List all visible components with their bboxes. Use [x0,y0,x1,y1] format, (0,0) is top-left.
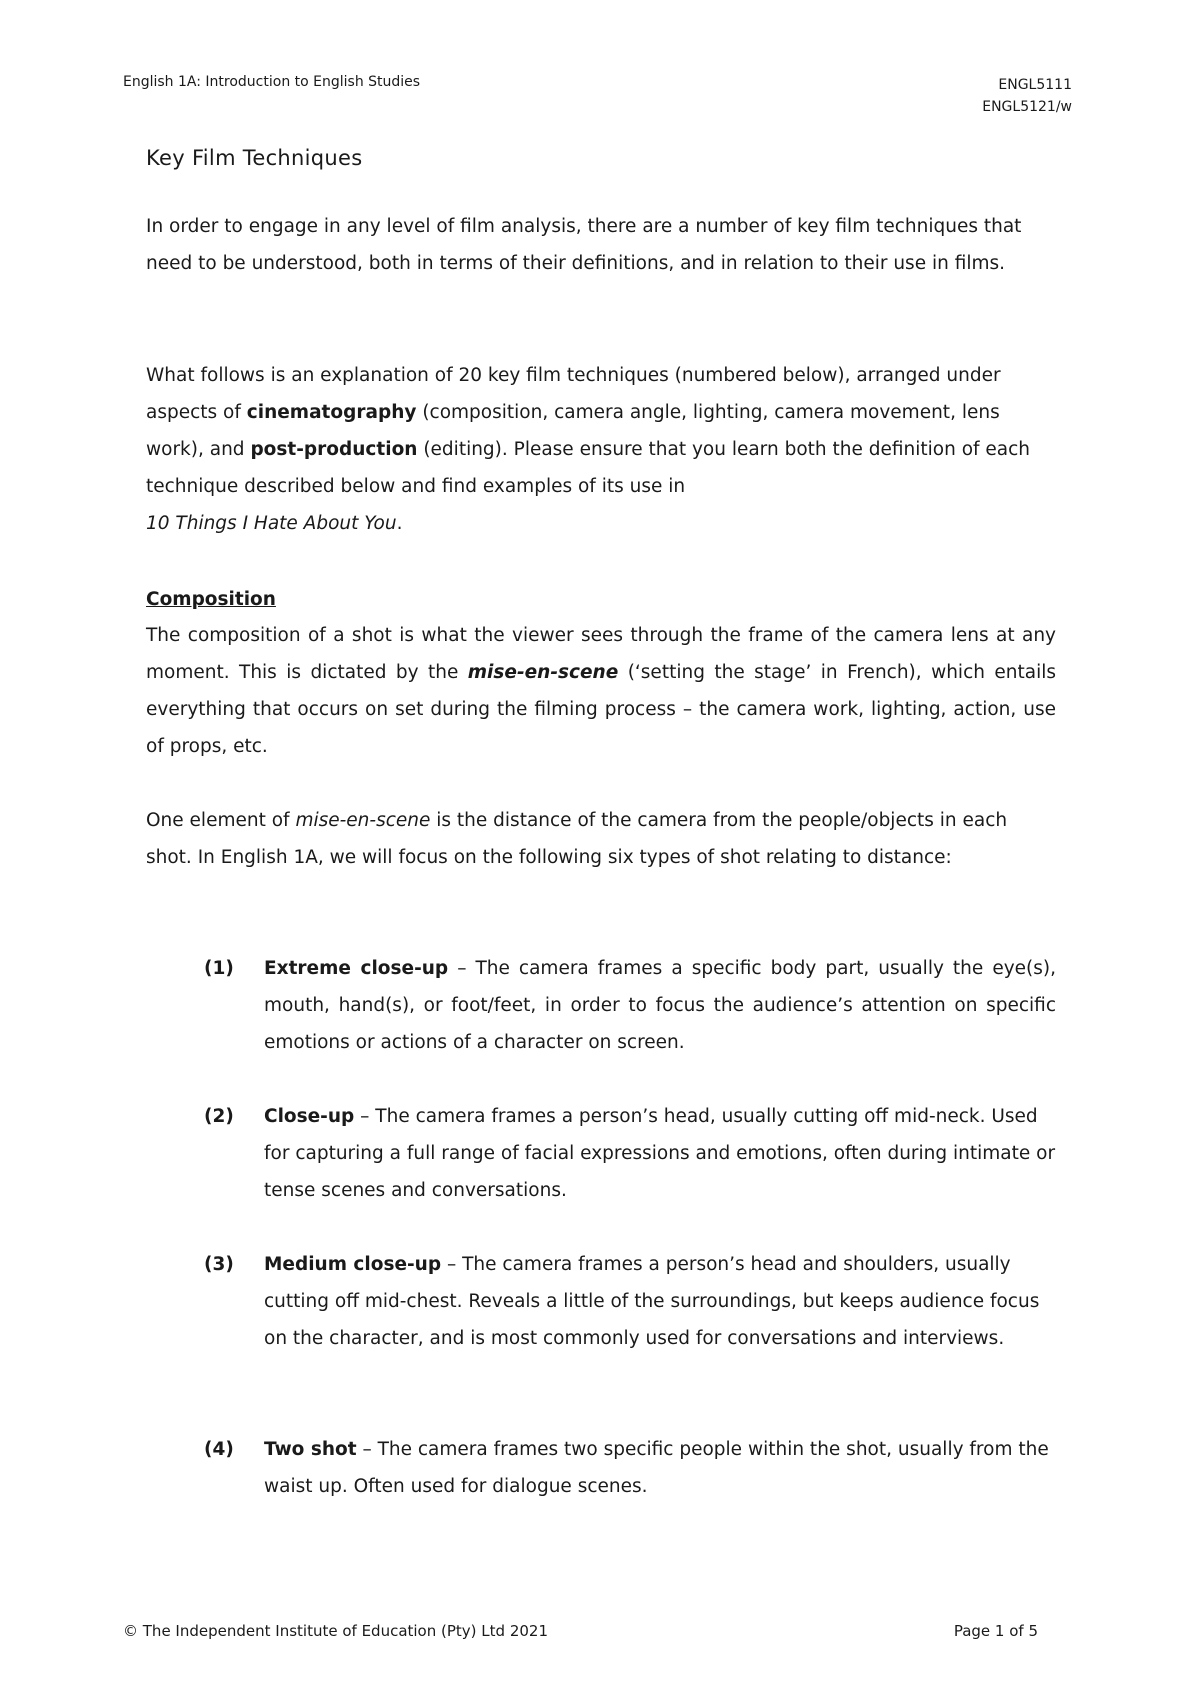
shot-type-item [204,1431,1056,1505]
intro-paragraph-1: In order to engage in any level of film analysis, there are a number of key film techniques that need to be understood, both in terms of their definitions, and in relation to their use in films. [146,216,1022,274]
composition-paragraph-1 [146,617,1056,765]
intro-paragraph-2 [146,357,1056,542]
term-post-production: post-production [250,439,418,460]
intro-text: What follows is an explanation of 20 key film techniques (numbered below), arranged under aspects of [146,365,1001,423]
list-number: (2) [204,1106,234,1127]
header-code-1: ENGL5111 [998,77,1072,93]
header-code-2: ENGL5121/w [982,99,1072,115]
list-number: (3) [204,1254,234,1275]
term-cinematography: cinematography [246,402,417,423]
shot-description: – The camera frames a person’s head and shoulders, usually cutting off mid-chest. Reveals a little of the surroundings, but keeps audience focus on the character, and is most commonly used for conversations and interviews. [264,1254,1040,1349]
list-number: (1) [204,958,234,979]
header-course-codes [982,74,1072,118]
composition-text: is the distance of the camera from the people/objects in each shot. In English 1A, we will focus on the following six types of shot relating to distance: [146,810,1008,868]
footer-page-number: Page 1 of 5 [953,1622,1038,1640]
footer-copyright: © The Independent Institute of Education (Pty) Ltd 2021 [123,1622,548,1640]
shot-type-item [204,1246,1056,1357]
header-course-title: English 1A: Introduction to English Studies [123,74,421,90]
shot-type-item [204,1098,1056,1209]
composition-text: (‘setting the stage’ in French), which entails everything that occurs on set during the filming process – the camera work, lighting, action, use of props, etc. [146,662,1057,757]
shot-description: – The camera frames two specific people within the shot, usually from the waist up. Often used for dialogue scenes. [264,1439,1049,1497]
shot-type-item [204,950,1056,1061]
shot-term: Two shot [264,1439,357,1460]
shot-term: Medium close-up [264,1254,442,1275]
intro-text: (editing). Please ensure that you learn both the definition of each technique described below and find examples of its use in [146,439,1031,497]
composition-text: The composition of a shot is what the viewer sees through the frame of the camera lens at any moment. This is dictated by the [146,625,1056,683]
composition-text: One element of [146,810,296,831]
document-title: Key Film Techniques [146,146,363,170]
intro-text: . [396,513,403,534]
term-mise-en-scene: mise-en-scene [295,810,431,831]
list-number: (4) [204,1439,234,1460]
intro-text: (composition, camera angle, lighting, camera movement, lens work), and [146,402,1000,460]
composition-paragraph-2 [146,802,1056,876]
film-title: 10 Things I Hate About You [146,513,397,534]
section-heading-composition: Composition [146,589,276,610]
term-mise-en-scene: mise-en-scene [467,662,619,683]
shot-term: Extreme close-up [264,958,449,979]
shot-description: – The camera frames a specific body part, usually the eye(s), mouth, hand(s), or foot/feet, in order to focus the audience’s attention on specific emotions or actions of a character on screen. [264,958,1056,1053]
shot-description: – The camera frames a person’s head, usually cutting off mid-neck. Used for capturing a full range of facial expressions and emotions, often during intimate or tense scenes and conversations. [264,1106,1056,1201]
shot-term: Close-up [264,1106,355,1127]
